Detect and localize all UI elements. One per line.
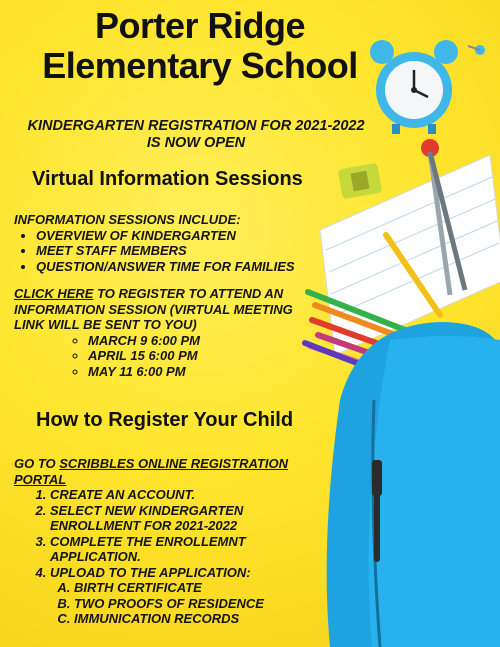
announcement-line-2: IS NOW OPEN xyxy=(146,135,246,151)
list-item: C. IMMUNICATION RECORDS xyxy=(74,611,310,627)
list-item: 3. COMPLETE THE ENROLLEMNT APPLICATION. xyxy=(50,534,310,565)
list-item: A. BIRTH CERTIFICATE xyxy=(74,580,310,596)
list-item: ◦ MAY 11 6:00 PM xyxy=(88,364,310,380)
registration-portal-link[interactable]: SCRIBBLES ONLINE REGISTRATION PORTAL xyxy=(14,456,288,487)
list-item: 2. SELECT NEW KINDERGARTEN ENROLLMENT FOR 2021-2022 xyxy=(50,503,310,534)
alarm-clock-icon xyxy=(370,40,458,134)
register-session-block xyxy=(14,286,310,379)
register-session-text xyxy=(14,286,310,333)
list-item: • QUESTION/ANSWER TIME FOR FAMILIES xyxy=(36,259,304,275)
backpack-icon xyxy=(327,322,500,647)
list-item: ◦ APRIL 15 6:00 PM xyxy=(88,348,310,364)
session-dates-list xyxy=(14,333,310,380)
info-sessions-heading: Virtual Information Sessions xyxy=(32,168,303,190)
info-sessions-block xyxy=(14,212,304,274)
registration-steps xyxy=(14,487,310,627)
list-item: 1. CREATE AN ACCOUNT. xyxy=(50,487,310,503)
step-upload-label: UPLOAD TO THE APPLICATION: xyxy=(50,564,251,580)
list-item: ◦ MARCH 9 6:00 PM xyxy=(88,333,310,349)
go-to-text: GO TO xyxy=(14,456,60,471)
portal-instruction xyxy=(14,456,310,487)
list-item: • MEET STAFF MEMBERS xyxy=(36,243,304,259)
announcement-line-1: KINDERGARTEN REGISTRATION FOR 2021-2022 xyxy=(27,118,365,134)
register-session-description: TO REGISTER TO ATTEND AN INFORMATION SESSION (VIRTUAL MEETING LINK WILL BE SENT TO YOU) xyxy=(14,286,293,332)
title-line-1: Porter Ridge xyxy=(94,5,306,46)
info-sessions-intro: INFORMATION SESSIONS INCLUDE: xyxy=(14,212,241,227)
push-pin-icon xyxy=(468,45,485,55)
list-item: • OVERVIEW OF KINDERGARTEN xyxy=(36,228,304,244)
how-to-register-block xyxy=(14,456,310,627)
required-documents-list xyxy=(50,580,310,627)
click-here-link[interactable]: CLICK HERE xyxy=(14,286,94,301)
school-supplies-illustration xyxy=(300,40,500,647)
info-sessions-list xyxy=(14,228,304,275)
list-item: B. TWO PROOFS OF RESIDENCE xyxy=(74,596,310,612)
pencil-sharpener-icon xyxy=(338,163,383,199)
how-to-register-heading: How to Register Your Child xyxy=(36,409,294,431)
list-item xyxy=(50,565,310,627)
title-line-2: Elementary School xyxy=(42,45,358,86)
